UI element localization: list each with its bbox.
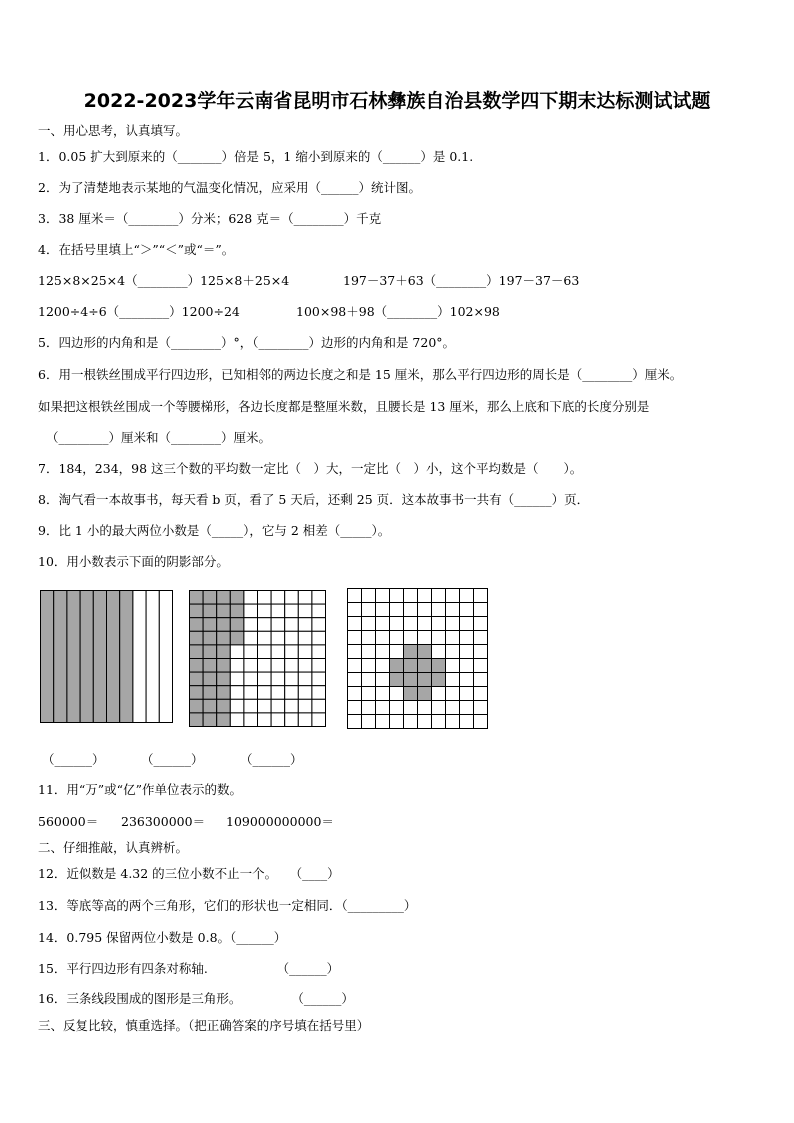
grid-cell [244, 604, 258, 618]
grid-cell [230, 713, 244, 727]
grid-cell [418, 617, 432, 631]
grid-cell [460, 701, 474, 715]
figure-1-strips [40, 590, 174, 724]
grid-cell [460, 645, 474, 659]
grid-cell [418, 715, 432, 729]
question-11-item-3: 109000000000＝ [226, 814, 334, 829]
grid-cell [258, 591, 272, 605]
shaded-cell [432, 659, 446, 673]
question-4: 4．在括号里填上“＞”“＜”或“＝”。 [38, 242, 235, 257]
grid-cell [298, 591, 312, 605]
grid-cell [285, 659, 299, 673]
grid-cell [362, 687, 376, 701]
grid-cell [271, 659, 285, 673]
grid-cell [460, 631, 474, 645]
shaded-strip [67, 591, 80, 723]
grid-cell [376, 631, 390, 645]
grid-cell [312, 631, 326, 645]
question-11-item-2: 236300000＝ [121, 814, 206, 829]
shaded-cell [190, 672, 204, 686]
grid-cell [244, 672, 258, 686]
grid-cell [474, 617, 488, 631]
shaded-strip [107, 591, 120, 723]
shaded-cell [203, 618, 217, 632]
grid-cell [285, 713, 299, 727]
grid-cell [271, 591, 285, 605]
grid-cell [298, 713, 312, 727]
grid-cell [285, 672, 299, 686]
grid-cell [244, 645, 258, 659]
grid-cell [474, 701, 488, 715]
grid-cell [258, 686, 272, 700]
grid-cell [244, 631, 258, 645]
question-6-line2: 如果把这根铁丝围成一个等腰梯形，各边长度都是整厘米数，且腰长是 13 厘米，那么上底和下底的长度分别是 [38, 399, 650, 414]
shaded-cell [217, 686, 231, 700]
grid-cell [285, 618, 299, 632]
grid-cell [432, 687, 446, 701]
grid-cell [460, 589, 474, 603]
shaded-cell [203, 699, 217, 713]
shaded-cell [190, 631, 204, 645]
grid-cell [312, 659, 326, 673]
figure-2-answer: （______） [141, 752, 204, 767]
grid-cell [376, 589, 390, 603]
shaded-cell [390, 659, 404, 673]
figure-1-answer: （______） [42, 752, 105, 767]
grid-cell [312, 591, 326, 605]
grid-cell [446, 687, 460, 701]
grid-cell [271, 672, 285, 686]
grid-cell [432, 603, 446, 617]
shaded-strip [93, 591, 106, 723]
grid-cell [474, 645, 488, 659]
grid-cell [244, 659, 258, 673]
grid-cell [404, 617, 418, 631]
grid-cell [298, 699, 312, 713]
figure-2-grid [189, 590, 327, 728]
grid-cell [258, 713, 272, 727]
grid-cell [348, 603, 362, 617]
grid-cell [312, 686, 326, 700]
grid-cell [285, 699, 299, 713]
page-title: 2022-2023学年云南省昆明市石林彝族自治县数学四下期末达标测试试题 [83, 90, 711, 112]
grid-cell [376, 673, 390, 687]
question-3: 3．38 厘米＝（________）分米；628 克＝（________）千克 [38, 211, 382, 226]
question-16: 16．三条线段围成的图形是三角形。 （______） [38, 991, 354, 1006]
grid-cell [460, 617, 474, 631]
grid-cell [285, 631, 299, 645]
shaded-strip [41, 591, 54, 723]
shaded-cell [217, 604, 231, 618]
shaded-strip [80, 591, 93, 723]
shaded-cell [432, 673, 446, 687]
question-4-row2-left: 1200÷4÷6（________）1200÷24 [38, 304, 240, 319]
grid-cell [348, 645, 362, 659]
grid-cell [271, 645, 285, 659]
grid-cell [404, 603, 418, 617]
grid-cell [285, 604, 299, 618]
shaded-cell [217, 645, 231, 659]
grid-cell [348, 617, 362, 631]
grid-cell [446, 701, 460, 715]
shaded-cell [404, 659, 418, 673]
grid-cell [348, 659, 362, 673]
section-3-heading: 三、反复比较，慎重选择。（把正确答案的序号填在括号里） [38, 1018, 370, 1033]
shaded-cell [190, 618, 204, 632]
grid-cell [404, 589, 418, 603]
shaded-cell [203, 645, 217, 659]
shaded-cell [217, 631, 231, 645]
grid-cell [348, 715, 362, 729]
grid-cell [348, 631, 362, 645]
grid-cell [312, 645, 326, 659]
grid-cell [271, 699, 285, 713]
grid-cell [446, 589, 460, 603]
grid-cell [362, 589, 376, 603]
grid-cell [432, 617, 446, 631]
grid-cell [230, 699, 244, 713]
grid-cell [348, 673, 362, 687]
grid-cell [348, 701, 362, 715]
question-2: 2．为了清楚地表示某地的气温变化情况，应采用（______）统计图。 [38, 180, 421, 195]
shaded-strip [120, 591, 133, 723]
grid-cell [390, 631, 404, 645]
shaded-cell [203, 591, 217, 605]
grid-cell [362, 645, 376, 659]
grid-cell [474, 631, 488, 645]
grid-cell [390, 715, 404, 729]
grid-cell [446, 715, 460, 729]
shaded-cell [190, 699, 204, 713]
shaded-cell [217, 591, 231, 605]
grid-cell [362, 617, 376, 631]
grid-cell [362, 673, 376, 687]
grid-cell [230, 659, 244, 673]
grid-cell [474, 687, 488, 701]
grid-cell [432, 631, 446, 645]
grid-cell [404, 701, 418, 715]
grid-cell [271, 618, 285, 632]
grid-cell [258, 631, 272, 645]
shaded-cell [217, 699, 231, 713]
grid-cell [298, 659, 312, 673]
question-7: 7．184，234，98 这三个数的平均数一定比（ ）大，一定比（ ）小，这个平均数是（ ）。 [38, 461, 583, 476]
question-14: 14．0.795 保留两位小数是 0.8。（______） [38, 930, 287, 945]
grid-cell [376, 659, 390, 673]
shaded-cell [217, 672, 231, 686]
grid-cell [390, 603, 404, 617]
grid-cell [460, 603, 474, 617]
shaded-cell [418, 659, 432, 673]
strip [159, 591, 172, 723]
grid-cell [298, 631, 312, 645]
figure-3-answer: （______） [240, 752, 303, 767]
grid-cell [418, 701, 432, 715]
grid-cell [432, 701, 446, 715]
grid-cell [474, 673, 488, 687]
question-9: 9．比 1 小的最大两位小数是（_____），它与 2 相差（_____）。 [38, 523, 391, 538]
shaded-cell [203, 672, 217, 686]
shaded-cell [203, 713, 217, 727]
grid-cell [298, 604, 312, 618]
shaded-cell [203, 604, 217, 618]
shaded-cell [217, 618, 231, 632]
figure-2-shape [190, 591, 326, 727]
shaded-cell [217, 659, 231, 673]
shaded-cell [203, 631, 217, 645]
grid-cell [460, 673, 474, 687]
grid-cell [446, 673, 460, 687]
grid-cell [432, 645, 446, 659]
grid-cell [298, 686, 312, 700]
grid-cell [474, 659, 488, 673]
question-8: 8．淘气看一本故事书，每天看 b 页，看了 5 天后，还剩 25 页．这本故事书一共有（______）页． [38, 492, 590, 507]
grid-cell [285, 686, 299, 700]
grid-cell [312, 713, 326, 727]
grid-cell [446, 617, 460, 631]
shaded-cell [230, 631, 244, 645]
grid-cell [258, 604, 272, 618]
grid-cell [376, 687, 390, 701]
shaded-cell [404, 673, 418, 687]
shaded-cell [230, 618, 244, 632]
grid-cell [390, 701, 404, 715]
grid-cell [230, 645, 244, 659]
grid-cell [362, 603, 376, 617]
grid-cell [474, 715, 488, 729]
grid-cell [474, 603, 488, 617]
shaded-cell [190, 659, 204, 673]
grid-cell [230, 686, 244, 700]
question-4-row2-right: 100×98＋98（________）102×98 [296, 304, 500, 319]
grid-cell [244, 591, 258, 605]
grid-cell [446, 603, 460, 617]
grid-cell [376, 645, 390, 659]
grid-cell [376, 701, 390, 715]
grid-cell [271, 713, 285, 727]
question-4-row1-left: 125×8×25×4（________）125×8＋25×4 [38, 273, 290, 288]
grid-cell [460, 659, 474, 673]
grid-cell [376, 603, 390, 617]
grid-cell [390, 589, 404, 603]
grid-cell [376, 715, 390, 729]
figure-3-grid [347, 588, 489, 730]
grid-cell [390, 617, 404, 631]
grid-cell [230, 672, 244, 686]
figure-1-shape [41, 591, 173, 723]
grid-cell [348, 589, 362, 603]
question-1: 1．0.05 扩大到原来的（_______）倍是 5，1 缩小到原来的（______）是 0.1. [38, 149, 474, 164]
shaded-cell [203, 659, 217, 673]
grid-cell [432, 715, 446, 729]
grid-cell [446, 631, 460, 645]
grid-cell [312, 604, 326, 618]
shaded-cell [230, 591, 244, 605]
grid-cell [362, 659, 376, 673]
grid-cell [418, 603, 432, 617]
grid-cell [446, 659, 460, 673]
shaded-strip [54, 591, 67, 723]
question-4-row1-right: 197－37＋63（________）197－37－63 [343, 273, 580, 288]
question-15: 15．平行四边形有四条对称轴. （______） [38, 961, 340, 976]
shaded-cell [404, 645, 418, 659]
grid-cell [271, 631, 285, 645]
grid-cell [376, 617, 390, 631]
question-11-item-1: 560000＝ [38, 814, 99, 829]
shaded-cell [190, 645, 204, 659]
grid-cell [244, 713, 258, 727]
grid-cell [298, 672, 312, 686]
section-1-heading: 一、用心思考，认真填写。 [38, 123, 189, 138]
figure-3-shape [348, 589, 488, 729]
grid-cell [446, 645, 460, 659]
strip [146, 591, 159, 723]
shaded-cell [190, 604, 204, 618]
strip [133, 591, 146, 723]
grid-cell [298, 645, 312, 659]
shaded-cell [203, 686, 217, 700]
grid-cell [362, 715, 376, 729]
shaded-cell [190, 713, 204, 727]
grid-cell [432, 589, 446, 603]
shaded-cell [190, 591, 204, 605]
grid-cell [362, 701, 376, 715]
shaded-cell [190, 686, 204, 700]
grid-cell [258, 699, 272, 713]
grid-cell [460, 715, 474, 729]
question-12: 12．近似数是 4.32 的三位小数不止一个。 （____） [38, 866, 340, 881]
grid-cell [285, 645, 299, 659]
grid-cell [244, 618, 258, 632]
grid-cell [271, 604, 285, 618]
question-11: 11．用“万”或“亿”作单位表示的数。 [38, 782, 242, 797]
grid-cell [418, 631, 432, 645]
question-6-line3: （________）厘米和（________）厘米。 [46, 430, 272, 445]
grid-cell [285, 591, 299, 605]
grid-cell [258, 672, 272, 686]
grid-cell [404, 631, 418, 645]
grid-cell [258, 645, 272, 659]
grid-cell [244, 699, 258, 713]
grid-cell [390, 645, 404, 659]
grid-cell [258, 618, 272, 632]
shaded-cell [418, 687, 432, 701]
grid-cell [258, 659, 272, 673]
grid-cell [474, 589, 488, 603]
grid-cell [418, 589, 432, 603]
question-5: 5．四边形的内角和是（________）°，（________）边形的内角和是 720°。 [38, 335, 456, 350]
grid-cell [362, 631, 376, 645]
shaded-cell [390, 673, 404, 687]
shaded-cell [418, 673, 432, 687]
grid-cell [348, 687, 362, 701]
shaded-cell [404, 687, 418, 701]
grid-cell [298, 618, 312, 632]
shaded-cell [217, 713, 231, 727]
grid-cell [312, 618, 326, 632]
section-2-heading: 二、仔细推敲，认真辨析。 [38, 840, 189, 855]
question-13: 13．等底等高的两个三角形，它们的形状也一定相同．（_________） [38, 898, 417, 913]
question-6-line1: 6．用一根铁丝围成平行四边形，已知相邻的两边长度之和是 15 厘米，那么平行四边形的周长是（________）厘米。 [38, 367, 683, 382]
question-10: 10．用小数表示下面的阴影部分。 [38, 554, 229, 569]
grid-cell [404, 715, 418, 729]
shaded-cell [418, 645, 432, 659]
grid-cell [244, 686, 258, 700]
shaded-cell [230, 604, 244, 618]
grid-cell [312, 672, 326, 686]
grid-cell [460, 687, 474, 701]
grid-cell [312, 699, 326, 713]
grid-cell [271, 686, 285, 700]
grid-cell [390, 687, 404, 701]
